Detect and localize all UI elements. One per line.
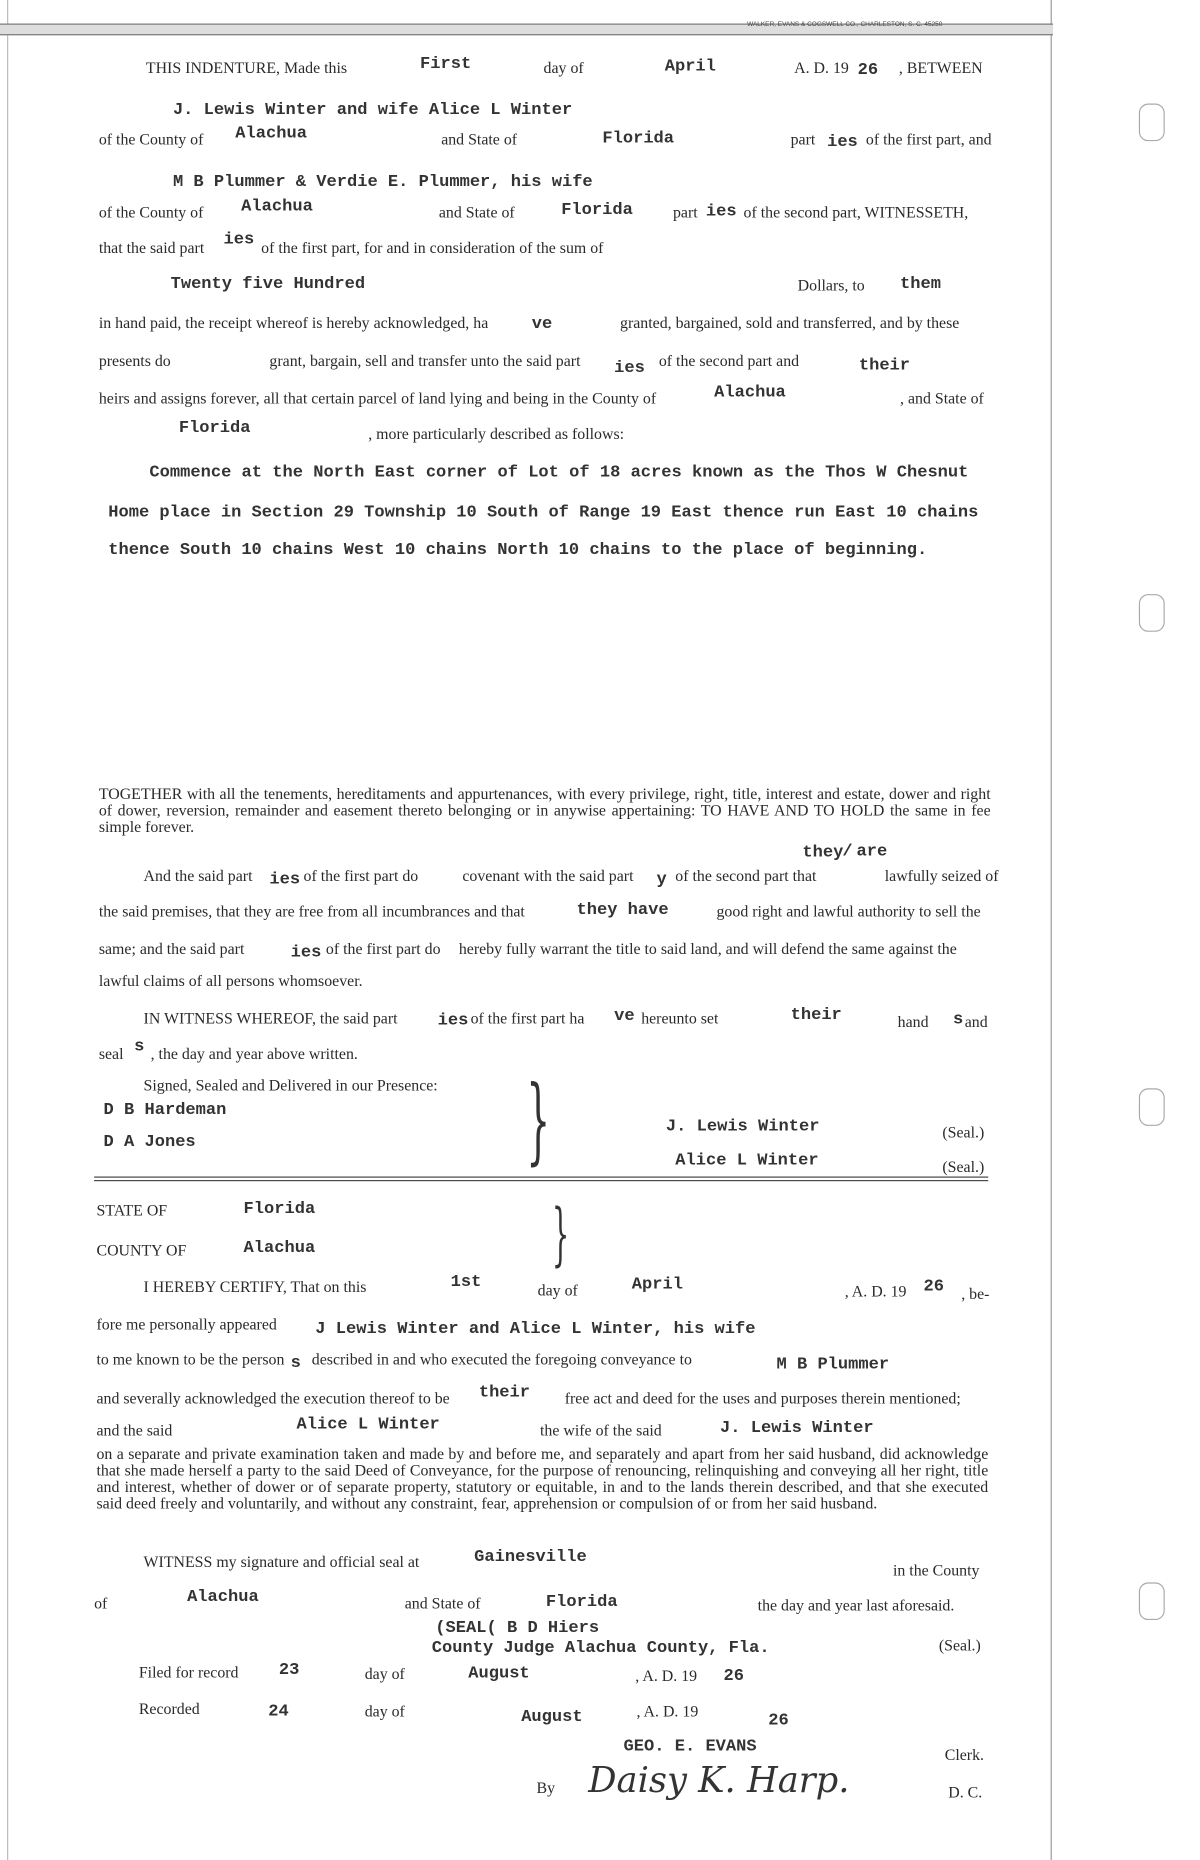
typed-amount: Twenty five Hundred [170,275,366,295]
printed-text: and State of [438,203,515,222]
brace: } [526,1064,551,1175]
typed-day: 1st [450,1272,482,1292]
printed-text: of [94,1594,108,1612]
grantor-signature: Alice L Winter [675,1151,819,1171]
judge-title: County Judge Alachua County, Fla. [431,1638,770,1658]
printed-text: the wife of the said [540,1421,662,1439]
printed-text: A. D. 19 [794,58,849,77]
brace: } [551,1194,570,1275]
printed-text: D. C. [948,1783,983,1802]
printed-text: seal [98,1044,124,1063]
printed-text: lawfully seized of [884,867,999,885]
printed-text: of the County of [98,203,204,222]
typed-day: 23 [278,1661,300,1681]
printed-text: By [536,1778,556,1797]
printed-text: described in and who executed the foregoing conveyance to [311,1350,692,1369]
printed-text: the said premises, that they are free from all incumbrances and that [98,902,525,921]
printed-text: Signed, Sealed and Delivered in our Presence: [143,1076,438,1095]
typed-state: Florida [602,129,675,149]
printed-text: day of [543,58,584,77]
typed-text: M B Plummer [776,1355,890,1375]
legal-description-line: thence South 10 chains West 10 chains North 10 chains to the place of beginning. [108,541,928,561]
printed-text: , be- [961,1284,990,1303]
printed-text: in the County [892,1561,980,1579]
printed-text: to me known to be the person [96,1350,285,1369]
printed-text: I HEREBY CERTIFY, That on this [143,1277,367,1296]
printed-text: lawful claims of all persons whomsoever. [98,971,363,990]
printed-text: STATE OF [96,1201,168,1219]
printed-text: , more particularly described as follows: [368,424,625,443]
printed-text: and State of [441,130,518,149]
printed-text: good right and lawful authority to sell the [716,902,981,921]
printed-text: same; and the said part [98,940,245,958]
typed-text: ve [614,1007,635,1026]
binder-tab [1139,104,1165,142]
printed-text: free act and deed for the uses and purposes therein mentioned; [564,1389,961,1408]
printed-text: covenant with the said part [462,867,634,885]
typed-county: Alachua [243,1238,316,1258]
printed-text: heirs and assigns forever, all that certain parcel of land lying and being in the County of [98,389,657,408]
typed-county: Alachua [241,197,313,217]
typed-suffix: ies [827,132,858,152]
deputy-clerk-signature: Daisy K. Harp. [588,1760,850,1802]
typed-year: 26 [768,1711,789,1731]
printed-text: of the first part do [325,940,441,958]
printed-text: part [790,130,816,149]
together-clause: TOGETHER with all the tenements, hereditaments and appurtenances, with every privilege, right, title, interest and estate, dower and right of dower, reversion, remainder and easement thereto belonging or in anywise appertaining: TO HAVE AND TO HOLD the same in fee simple forever. [98,784,991,836]
printed-text: day of [364,1664,405,1683]
typed-text: them [900,275,941,295]
printed-text: of the second part and [658,351,800,370]
printed-text: of the first part, for and in consideration of the sum of [261,238,604,257]
typed-text: their [858,356,911,376]
judge-seal: (SEAL( B D Hiers [435,1618,600,1638]
printed-text: hereunto set [641,1009,719,1028]
printed-text: grant, bargain, sell and transfer unto the said part [269,351,581,370]
typed-suffix: y [656,870,667,890]
printed-text: WITNESS my signature and official seal at [143,1552,420,1571]
printed-text: in hand paid, the receipt whereof is hereby acknowledged, ha [98,314,489,332]
printed-text: fore me personally appeared [96,1315,277,1333]
printed-text: and the said [96,1421,173,1439]
typed-state: Florida [243,1200,316,1219]
printed-text: , the day and year above written. [150,1044,358,1063]
printed-text: , A. D. 19 [844,1282,907,1301]
printed-text: hereby fully warrant the title to said land, and will defend the same against the [458,940,957,958]
clerk-name: GEO. E. EVANS [623,1737,757,1757]
typed-year: 26 [723,1667,745,1686]
typed-text: their [478,1383,531,1403]
printed-text: that the said part [98,238,205,257]
printed-text: the day and year last aforesaid. [757,1596,955,1615]
typed-county: Alachua [187,1588,259,1608]
typed-month: April [664,57,716,77]
typed-state: Florida [545,1592,618,1612]
section-divider [94,1177,988,1182]
typed-year: 26 [923,1277,945,1297]
printed-text: of the first part, and [865,130,992,149]
printed-text: part [672,203,698,222]
printed-text: , A. D. 19 [636,1702,699,1721]
typed-month: August [468,1664,530,1684]
right-margin-line [1051,0,1052,1860]
typed-text: they [802,843,844,863]
typed-place: Gainesville [474,1548,587,1568]
typed-suffix: s [952,1010,964,1030]
typed-suffix: ies [269,870,301,890]
printed-text: Filed for record [138,1663,239,1682]
typed-text: are [856,842,888,862]
printed-text: and State of [404,1594,481,1612]
first-party-names: J. Lewis Winter and wife Alice L Winter [172,101,573,121]
seal-label: (Seal.) [938,1636,981,1655]
printed-text: , A. D. 19 [635,1667,698,1685]
legal-description-line: Commence at the North East corner of Lot of 18 acres known as the Thos W Chesnut [149,463,969,483]
typed-suffix: ies [437,1011,469,1031]
typed-suffix: s [290,1354,301,1373]
typed-text: / [842,842,853,862]
legal-description-line: Home place in Section 29 Township 10 South of Range 19 East thence run East 10 chains [108,503,979,523]
typed-month: August [521,1708,583,1728]
typed-day: First [420,55,472,75]
printed-text: THIS INDENTURE, Made this [145,58,348,77]
printed-text: of the County of [98,130,204,149]
typed-county: Alachua [235,124,307,144]
printed-text: , BETWEEN [898,58,983,77]
typed-year: 26 [857,61,879,81]
printed-text: And the said part [143,867,253,885]
second-party-names: M B Plummer & Verdie E. Plummer, his wife [172,172,593,192]
typed-month: April [631,1275,683,1295]
typed-suffix: ies [223,230,255,250]
binder-tab [1139,1582,1165,1620]
binder-tab [1139,594,1165,632]
printed-text: of the second part, WITNESSETH, [743,203,969,222]
typed-county: Alachua [714,383,786,403]
typed-text: ve [531,315,553,335]
printed-text: COUNTY OF [96,1241,187,1259]
typed-suffix: ies [290,943,322,963]
printed-text: presents do [98,351,171,370]
printed-text: and severally acknowledged the execution thereof to be [96,1389,450,1408]
printed-text: Recorded [138,1700,200,1718]
printed-text: granted, bargained, sold and transferred, and by these [620,314,960,332]
typed-suffix: ies [705,202,737,222]
printer-imprint: WALKER, EVANS & COGSWELL CO., CHARLESTON, S. C. 45250 [747,21,943,29]
seal-label: (Seal.) [942,1157,985,1176]
typed-state: Florida [178,418,251,438]
left-edge-line [7,0,8,1860]
printed-text: of the first part do [303,867,419,885]
witness-name: D B Hardeman [103,1101,227,1121]
seal-label: (Seal.) [942,1123,985,1142]
printed-text: of the first part ha [470,1009,585,1028]
printed-text: hand [897,1012,929,1031]
typed-suffix: ies [614,358,645,378]
printed-text: , and State of [900,389,984,408]
typed-state: Florida [561,201,633,221]
typed-text: they have [576,901,669,921]
printed-text: day of [364,1702,405,1721]
printed-text: IN WITNESS WHEREOF, the said part [143,1009,398,1028]
examination-paragraph: on a separate and private examination taken and made by and before me, and separately and apart from her said husband, did acknowledge that she made herself a party to the said Deed of Conveyance, for the purpose of renouncing, relinquishing and conveying all her right, title and interest, whether of dower or of separate property, statutory or equitable, in and to the lands therein described, and that she executed said deed freely and voluntarily, and without any constraint, fear, apprehension or compulsion of or from her said husband. [96,1444,989,1512]
grantor-signature: J. Lewis Winter [665,1117,820,1137]
printed-text: Dollars, to [797,276,865,295]
printed-text: and [964,1012,988,1031]
witness-name: D A Jones [103,1132,196,1152]
typed-text: J Lewis Winter and Alice L Winter, his wife [315,1320,756,1339]
binder-tab [1139,1088,1165,1126]
printed-text: of the second part that [675,867,817,885]
typed-text: their [790,1005,842,1025]
typed-suffix: s [134,1037,145,1057]
typed-day: 24 [268,1702,289,1722]
printed-text: day of [537,1281,578,1299]
typed-text: J. Lewis Winter [720,1418,874,1438]
printed-text: Clerk. [944,1745,984,1764]
typed-text: Alice L Winter [296,1415,440,1435]
